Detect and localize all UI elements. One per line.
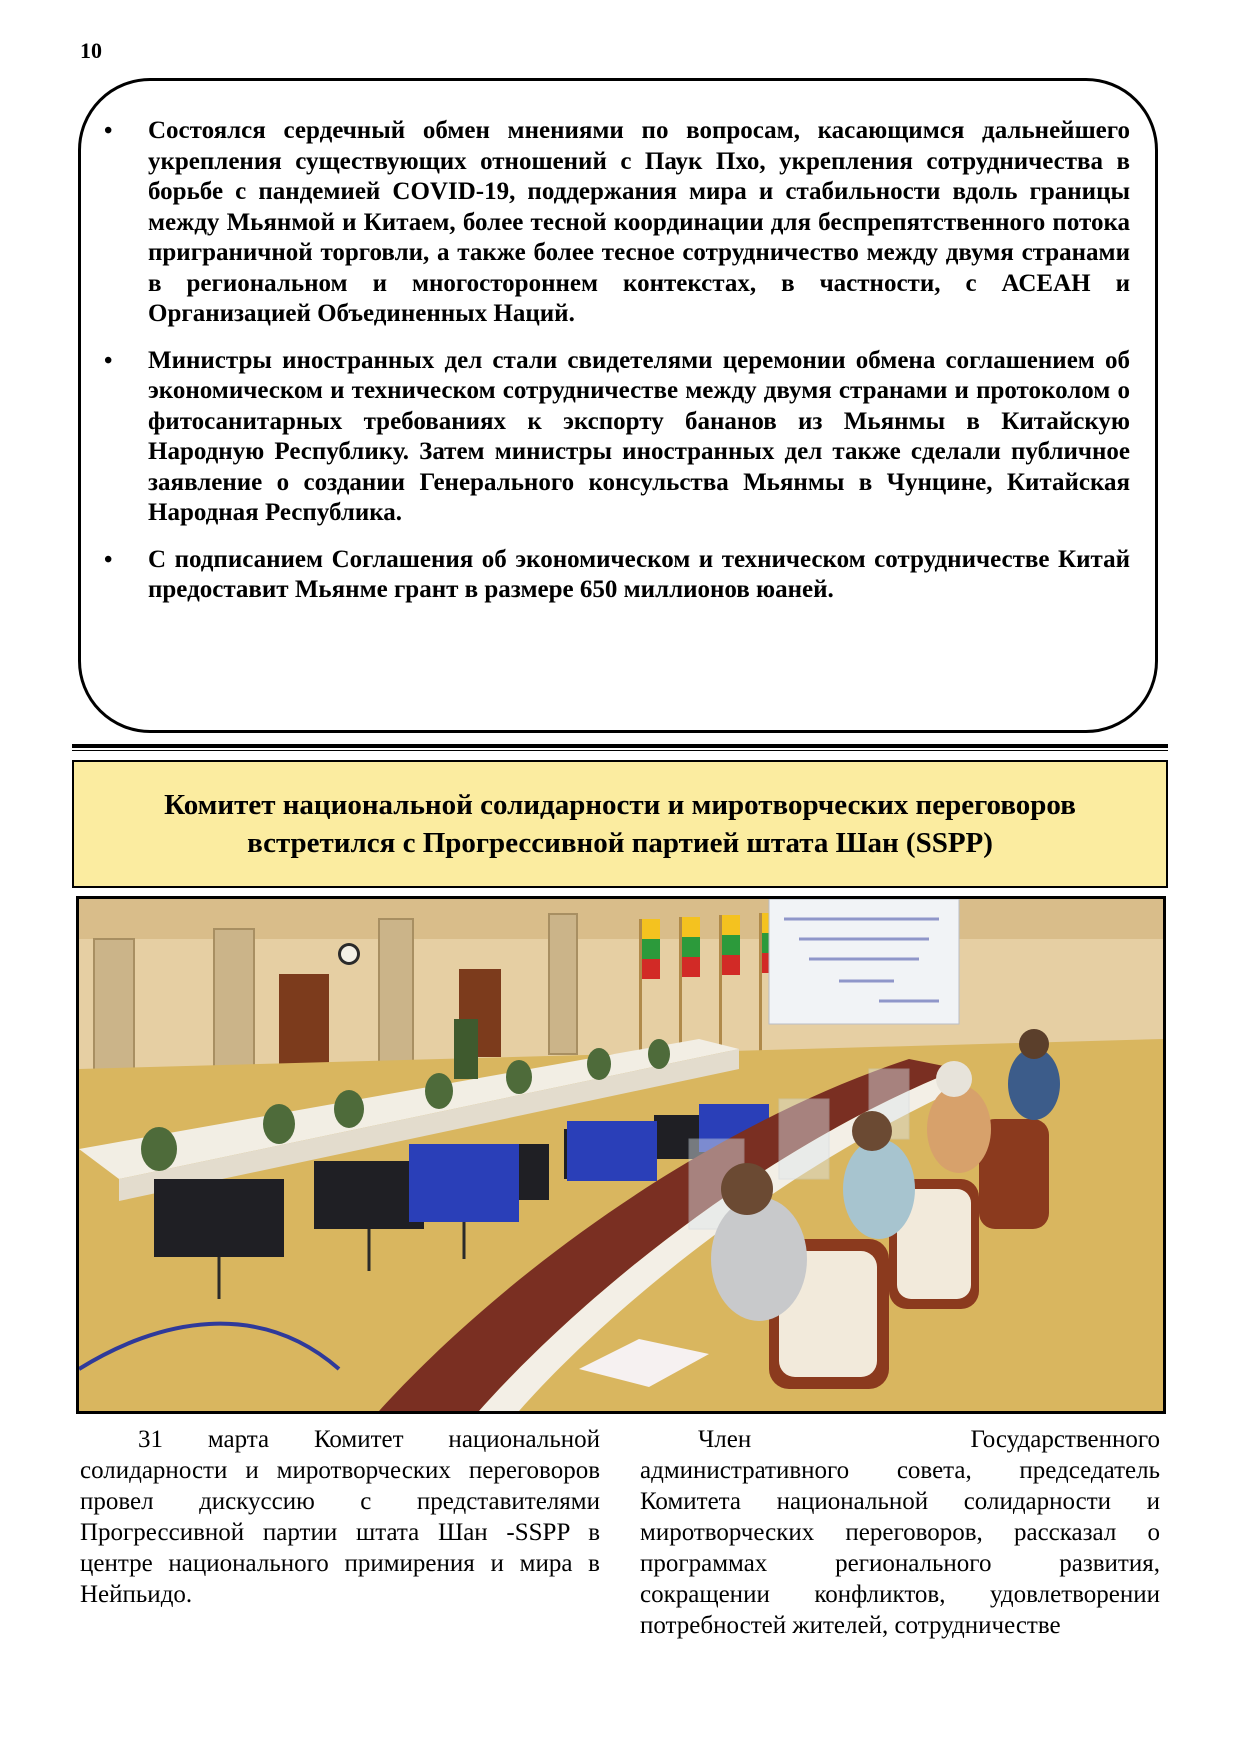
page-number: 10 (80, 38, 102, 63)
section-divider-thin (72, 750, 1168, 751)
article-headline (164, 786, 1076, 862)
article-column-left (80, 1424, 600, 1610)
summary-bullet-list (100, 116, 1130, 622)
article-paragraph: 31 марта Комитет национальной солидарности и миротворческих переговоров провел дискуссию с представителями Прогрессивной партии штата Шан -SSPP в центре национального примирения и мира в Нейпьидо. (80, 1426, 600, 1608)
article-paragraph: Член Государственного административного совета, председатель Комитета национальной солидарности и миротворческих переговоров, рассказал о программах регионального развития, сокращении конфликтов, удовлетворении потребностей жителей, сотрудничестве (640, 1426, 1160, 1639)
section-divider (72, 744, 1168, 748)
meeting-photo (76, 896, 1166, 1414)
bullet-item: • Состоялся сердечный обмен мнениями по вопросам, касающимся дальнейшего укрепления существующих отношений с Паук Пхо, укрепления сотрудничества в борьбе с пандемией COVID-19, поддержания мира и стабильности вдоль границы между Мьянмой и Китаем, более тесной координации для беспрепятственного потока приграничной торговли, а также более тесное сотрудничество между двумя странами в региональном и многостороннем контекстах, в частности, с АСЕАН и Организацией Объединенных Наций. (100, 116, 1130, 330)
bullet-item: • С подписанием Соглашения об экономическом и техническом сотрудничестве Китай предоставит Мьянме грант в размере 650 миллионов юаней. (100, 545, 1130, 606)
article-column-right (640, 1424, 1160, 1641)
headline-line-2: встретился с Прогрессивной партией штата Шан (SSPP) (247, 827, 993, 859)
headline-line-1: Комитет национальной солидарности и миротворческих переговоров (164, 789, 1076, 821)
headline-box (72, 760, 1168, 888)
bullet-item: • Министры иностранных дел стали свидетелями церемонии обмена соглашением об экономическом и техническом сотрудничестве между двумя странами и протоколом о фитосанитарных требованиях к экспорту бананов из Мьянмы в Китайскую Народную Республику. Затем министры иностранных дел также сделали публичное заявление о создании Генерального консульства Мьянмы в Чунцине, Китайская Народная Республика. (100, 346, 1130, 529)
